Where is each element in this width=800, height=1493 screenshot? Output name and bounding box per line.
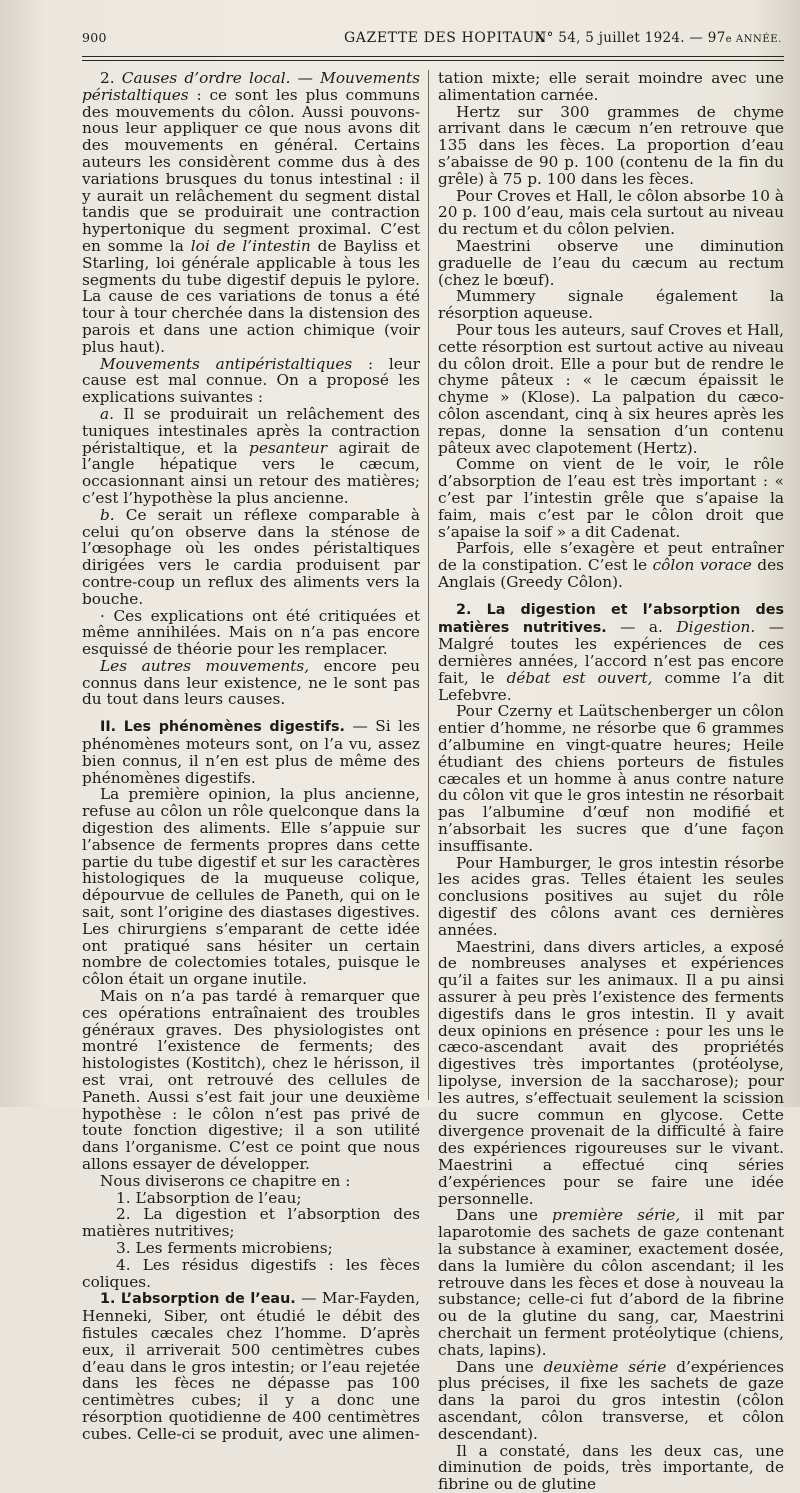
left-column <box>82 70 420 1443</box>
section-heading-digestive-phenomena: II. Les phénomènes digestifs. — Si les phénomènes moteurs sont, on l’a vu, assez bien connus, il n’en est plus de même des phénomènes digestifs. <box>82 717 420 787</box>
list-item: 2. La digestion et l’absorption des matières nutritives; <box>82 1205 420 1241</box>
paragraph-czerny: Pour Czerny et Laütschenberger un côlon entier d’homme, ne résorbe que 6 grammes d’albumine en vingt-quatre heures; Heile étudiant des chiens porteurs de fistules cæcales et un homme à anus contre nature du côlon vit que le gros intestin ne résorbait pas l’albumine d’œuf non modifié et n’absorbait les sucres que d’une façon insuffisante. <box>438 702 784 855</box>
journal-title: GAZETTE DES HOPITAUX <box>344 30 546 46</box>
paragraph-hamburger: Pour Hamburger, le gros intestin résorbe les acides gras. Telles étaient les seules conclusions positives au sujet du rôle digestif des côlons avant ces dernières années. <box>438 853 784 939</box>
paragraph-second-hypothesis: Mais on n’a pas tardé à remarquer que ces opérations entraînaient des troubles généraux graves. Des physiologistes ont montré l’existence de ferments; des histologistes (Kostitch), chez le hérisson, il est vrai, ont retrouvé des cellules de Paneth. Aussi s’est fait jour une deuxième hypothèse : le côlon n’est pas privé de toute fonction digestive; il a son utilité dans l’organisme. C’est ce point que nous allons essayer de développer. <box>82 987 420 1173</box>
page-number: 900 <box>82 30 107 45</box>
paragraph-right-colon: Pour tous les auteurs, sauf Croves et Hall, cette résorption est surtout active au niveau du côlon droit. Elle a pour but de rendre le chyme pâteux : « le cæcum épaissit le chyme » (Klose). La palpation du cæco-côlon ascendant, cinq à six heures après les repas, donne la sensation d’un contenu pâteux avec clapotement (Hertz). <box>438 320 784 457</box>
paragraph-water-absorption: 1. L’absorption de l’eau. — Mar-Fayden, Henneki, Siber, ont étudié le débit des fistules cæcales chez l’homme. D’après eux, il arriverait 500 centimètres cubes d’eau dans le gros intestin; or l’eau rejetée dans les fèces ne dépasse pas 100 centimètres cubes; il y a donc une résorption quotidienne de 400 centimètres cubes. Celle-ci se produit, avec une alimen- <box>82 1289 421 1443</box>
running-header <box>82 26 782 48</box>
paragraph-croves-hall: Pour Croves et Hall, le côlon absorbe 10 à 20 p. 100 d’eau, mais cela surtout au niveau du rectum et du côlon pelvien. <box>438 186 784 239</box>
paragraph-chapter-division: Nous diviserons ce chapitre en : <box>100 1171 351 1190</box>
list-item: 4. Les résidus digestifs : les fèces coliques. <box>82 1255 420 1291</box>
paragraph-hypothesis-b: b. Ce serait un réflexe comparable à celui qu’on observe dans la sténose de l’œsophage où les ondes péristaltiques dirigées vers le cardia produisent par contre-coup un reflux des aliments vers la bouche. <box>82 505 420 608</box>
list-item: 1. L’absorption de l’eau; <box>116 1188 302 1207</box>
paragraph-antiperistaltic: Mouvements antipéristaltiques : leur cause est mal connue. On a proposé les explications suivantes : <box>82 354 420 407</box>
paragraph-continuation: tation mixte; elle serait moindre avec une alimentation carnée. <box>438 69 784 104</box>
paragraph-first-series: Dans une première série, il mit par laparotomie des sachets de gaze contenant la substance à examiner, exactement dosée, dans la lumière du côlon ascendant; il les retrouve dans les fèces et dose à nouveau la substance; celle-ci fut d’abord de la fibrine ou de la glutine du sang, car, Maestrini cherchait un ferment protéolytique (chiens, chats, lapins). <box>438 1206 784 1359</box>
issue-info <box>535 30 782 46</box>
paragraph-second-series: Dans une deuxième série d’expériences plus précises, il fixe les sachets de gaze dans la paroi du gros intestin (côlon ascendant, côlon transverse, et côlon descendant). <box>438 1357 784 1443</box>
paragraph-maestrini-water: Maestrini observe une diminution graduelle de l’eau du cæcum au rectum (chez le bœuf). <box>438 236 784 289</box>
paragraph-mummery: Mummery signale également la résorption aqueuse. <box>438 287 784 323</box>
issue-date: N° 54, 5 juillet 1924. — 97 <box>534 30 726 46</box>
paragraph-local-causes: 2. Causes d’ordre local. — Mouvements péristaltiques : ce sont les plus communs des mouvements du côlon. Aussi pouvons-nous leur appliquer ce que nous avons dit des mouvements en général. Certains auteurs les considèrent comme dus à des variations brusques du tonus intestinal : il y aurait un relâchement du segment distal tandis que se produirait une contraction hypertonique du segment proximal. C’est en somme la loi de l’intestin de Bayliss et Starling, loi générale applicable à tous les segments du tube digestif depuis le pylore. La cause de ces variations de tonus a été tour à tour cherchée dans la distension des parois et dans une action chimique (voir plus haut). <box>82 69 420 356</box>
issue-year-suffix: e ANNÉE. <box>725 34 782 45</box>
paragraph-hypothesis-a: a. Il se produirait un relâchement des tuniques intestinales après la contraction péristaltique, et la pesanteur agirait de l’angle hépatique vers le cæcum, occasionnant ainsi un retour des matières; c’est l’hypothèse la plus ancienne. <box>82 404 420 507</box>
paragraph-criticism: · Ces explications ont été critiquées et même annihilées. Mais on n’a pas encore esquissé de théorie pour les remplacer. <box>82 606 420 659</box>
header-rule-bottom <box>82 60 784 61</box>
right-column <box>438 70 784 1493</box>
paragraph-cadenat: Comme on vient de le voir, le rôle d’absorption de l’eau est très important : « c’est par l’intestin grêle que s’apaise la faim, mais c’est par le côlon droit que s’apaise la soif » a dit Cadenat. <box>438 455 784 541</box>
column-divider <box>428 70 429 1100</box>
list-item: 3. Les ferments microbiens; <box>116 1238 333 1257</box>
paragraph-greedy-colon: Parfois, elle s’exagère et peut entraîner de la constipation. C’est le côlon vorace des Anglais (Greedy Côlon). <box>438 539 784 591</box>
section-heading-digestion: 2. La digestion et l’absorption des matières nutritives. — a. Digestion. — Malgré toutes les expériences de ces dernières années, l’accord n’est pas encore fait, le débat est ouvert, comme l’a dit Lefebvre. <box>438 601 784 704</box>
paragraph-weight-loss: Il a constaté, dans les deux cas, une diminution de poids, très importante, de fibrine ou de glutine <box>438 1441 784 1493</box>
header-rule-top <box>82 56 784 57</box>
paragraph-first-opinion: La première opinion, la plus ancienne, refuse au côlon un rôle quelconque dans la digestion des aliments. Elle s’appuie sur l’absence de ferments propres dans cette partie du tube digestif et sur les caractères histologiques de la muqueuse colique, dépourvue de cellules de Paneth, qui on le sait, sont l’origine des diastases digestives. Les chirurgiens s’emparant de cette idée ont pratiqué sans hésiter un certain nombre de colectomies totales, puisque le côlon était un organe inutile. <box>82 785 420 989</box>
paragraph-hertz: Hertz sur 300 grammes de chyme arrivant dans le cæcum n’en retrouve que 135 dans les fèces. La proportion d’eau s’abaisse de 90 p. 100 (contenu de la fin du grêle) à 75 p. 100 dans les fèces. <box>438 102 784 188</box>
paragraph-maestrini-analyses: Maestrini, dans divers articles, a exposé de nombreuses analyses et expériences qu’il a faites sur les animaux. Il a pu ainsi assurer à peu près l’existence des ferments digestifs dans le gros intestin. Il y avait deux opinions en présence : pour les uns le cæco-ascendant avait des propriétés digestives très importantes (protéolyse, lipolyse, inversion de la saccharose); pour les autres, s’effectuait seulement la scission du sucre commun en glycose. Cette divergence provenait de la difficulté à faire des expériences rigoureuses sur le vivant. Maestrini a effectué cinq séries d’expériences pour se faire une idée personnelle. <box>438 937 784 1208</box>
paragraph-other-movements: Les autres mouvements, encore peu connus dans leur existence, ne le sont pas du tout dans leurs causes. <box>82 656 420 709</box>
